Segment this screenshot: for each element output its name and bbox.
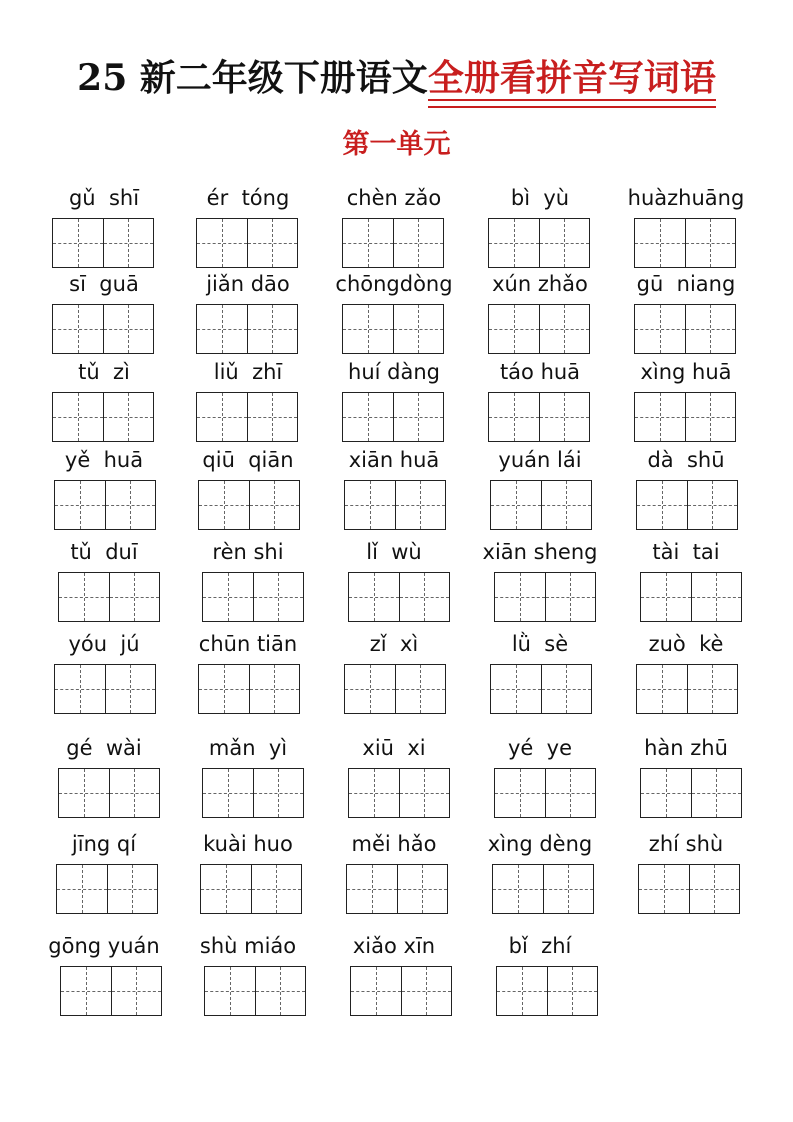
tianzige-cell[interactable] xyxy=(395,481,446,529)
word-item xyxy=(626,630,746,658)
pinyin-label: zhí shù xyxy=(648,832,724,856)
word-item xyxy=(188,538,308,566)
pinyin-label: gōng yuán xyxy=(48,934,160,958)
word-item xyxy=(480,184,600,212)
tianzige-cell[interactable] xyxy=(199,481,249,529)
pinyin-label: xiān sheng xyxy=(482,540,598,564)
tianzige-cell[interactable] xyxy=(53,305,103,353)
writing-grid[interactable] xyxy=(348,768,450,818)
word-item xyxy=(334,184,454,212)
pinyin-label: yé ye xyxy=(507,736,573,760)
tianzige-cell[interactable] xyxy=(351,967,401,1015)
tianzige-cell[interactable] xyxy=(635,305,685,353)
word-item xyxy=(188,358,308,386)
pinyin-label: lǐ wù xyxy=(366,540,422,564)
writing-grid[interactable] xyxy=(494,768,596,818)
page-title xyxy=(0,54,793,102)
word-item xyxy=(44,270,164,298)
tianzige-cell[interactable] xyxy=(399,573,450,621)
title-highlight: 全册看拼音写词语 xyxy=(428,54,716,102)
tianzige-cell[interactable] xyxy=(543,865,594,913)
word-item xyxy=(188,270,308,298)
word-item xyxy=(334,932,454,960)
word-item xyxy=(626,830,746,858)
writing-grid[interactable] xyxy=(342,304,444,354)
word-item xyxy=(626,538,746,566)
tianzige-cell[interactable] xyxy=(489,305,539,353)
tianzige-cell[interactable] xyxy=(639,865,689,913)
tianzige-cell[interactable] xyxy=(55,481,105,529)
writing-grid[interactable] xyxy=(640,572,742,622)
tianzige-cell[interactable] xyxy=(53,393,103,441)
word-item xyxy=(480,270,600,298)
writing-grid[interactable] xyxy=(56,864,158,914)
tianzige-cell[interactable] xyxy=(401,967,452,1015)
writing-grid[interactable] xyxy=(54,664,156,714)
writing-grid[interactable] xyxy=(52,218,154,268)
tianzige-cell[interactable] xyxy=(247,393,298,441)
tianzige-cell[interactable] xyxy=(541,481,592,529)
tianzige-cell[interactable] xyxy=(343,219,393,267)
pinyin-label: kuài huo xyxy=(203,832,293,856)
tianzige-cell[interactable] xyxy=(249,481,300,529)
tianzige-cell[interactable] xyxy=(689,865,740,913)
word-item xyxy=(480,538,600,566)
writing-grid[interactable] xyxy=(634,392,736,442)
tianzige-cell[interactable] xyxy=(103,305,154,353)
word-item xyxy=(626,358,746,386)
pinyin-label: liǔ zhī xyxy=(213,360,283,384)
tianzige-cell[interactable] xyxy=(393,393,444,441)
pinyin-label: zuò kè xyxy=(648,632,724,656)
tianzige-cell[interactable] xyxy=(349,573,399,621)
writing-grid[interactable] xyxy=(202,768,304,818)
word-item xyxy=(334,830,454,858)
word-item xyxy=(44,358,164,386)
pinyin-label: chōngdòng xyxy=(335,272,453,296)
writing-grid[interactable] xyxy=(634,218,736,268)
writing-grid[interactable] xyxy=(342,392,444,442)
tianzige-cell[interactable] xyxy=(109,573,160,621)
pinyin-label: chūn tiān xyxy=(198,632,298,656)
word-item xyxy=(44,446,164,474)
tianzige-cell[interactable] xyxy=(637,481,687,529)
pinyin-label: tǔ duī xyxy=(70,540,138,564)
word-item xyxy=(334,538,454,566)
tianzige-cell[interactable] xyxy=(253,573,304,621)
writing-grid[interactable] xyxy=(58,572,160,622)
tianzige-cell[interactable] xyxy=(247,305,298,353)
pinyin-label: yuán lái xyxy=(498,448,582,472)
word-item xyxy=(44,734,164,762)
tianzige-cell[interactable] xyxy=(203,573,253,621)
tianzige-cell[interactable] xyxy=(399,769,450,817)
pinyin-label: yě huā xyxy=(64,448,144,472)
writing-grid[interactable] xyxy=(488,392,590,442)
writing-grid[interactable] xyxy=(496,966,598,1016)
pinyin-label: xún zhǎo xyxy=(492,272,588,296)
tianzige-cell[interactable] xyxy=(641,573,691,621)
tianzige-cell[interactable] xyxy=(197,393,247,441)
word-item xyxy=(480,630,600,658)
word-item xyxy=(44,630,164,658)
writing-grid[interactable] xyxy=(342,218,444,268)
word-item xyxy=(480,932,600,960)
word-item xyxy=(626,446,746,474)
tianzige-cell[interactable] xyxy=(687,481,738,529)
tianzige-cell[interactable] xyxy=(55,665,105,713)
tianzige-cell[interactable] xyxy=(249,665,300,713)
tianzige-cell[interactable] xyxy=(103,393,154,441)
pinyin-label: xiān huā xyxy=(348,448,440,472)
word-item xyxy=(188,184,308,212)
word-item xyxy=(334,358,454,386)
tianzige-cell[interactable] xyxy=(203,769,253,817)
pinyin-label: rèn shi xyxy=(212,540,284,564)
word-item xyxy=(188,830,308,858)
tianzige-cell[interactable] xyxy=(105,481,156,529)
pinyin-label: tài tai xyxy=(652,540,720,564)
writing-grid[interactable] xyxy=(198,664,300,714)
pinyin-label: gū niang xyxy=(636,272,736,296)
tianzige-cell[interactable] xyxy=(111,967,162,1015)
pinyin-label: shù miáo xyxy=(199,934,297,958)
tianzige-cell[interactable] xyxy=(491,481,541,529)
tianzige-cell[interactable] xyxy=(547,967,598,1015)
writing-grid[interactable] xyxy=(636,480,738,530)
word-item xyxy=(480,734,600,762)
pinyin-label: xìng huā xyxy=(640,360,732,384)
writing-grid[interactable] xyxy=(634,304,736,354)
tianzige-cell[interactable] xyxy=(495,769,545,817)
tianzige-cell[interactable] xyxy=(201,865,251,913)
pinyin-label: xìng dèng xyxy=(487,832,593,856)
pinyin-label: dà shū xyxy=(647,448,725,472)
pinyin-label: mǎn yì xyxy=(208,736,288,760)
tianzige-cell[interactable] xyxy=(253,769,304,817)
tianzige-cell[interactable] xyxy=(59,573,109,621)
tianzige-cell[interactable] xyxy=(491,665,541,713)
tianzige-cell[interactable] xyxy=(545,573,596,621)
word-item xyxy=(44,538,164,566)
tianzige-cell[interactable] xyxy=(539,305,590,353)
writing-grid[interactable] xyxy=(52,392,154,442)
writing-grid[interactable] xyxy=(494,572,596,622)
tianzige-cell[interactable] xyxy=(247,219,298,267)
title-main: 25 新二年级下册语文 xyxy=(77,57,428,99)
tianzige-cell[interactable] xyxy=(199,665,249,713)
tianzige-cell[interactable] xyxy=(493,865,543,913)
writing-grid[interactable] xyxy=(492,864,594,914)
word-item xyxy=(44,184,164,212)
tianzige-cell[interactable] xyxy=(637,665,687,713)
pinyin-label: táo huā xyxy=(499,360,581,384)
writing-grid[interactable] xyxy=(490,664,592,714)
word-item xyxy=(334,630,454,658)
tianzige-cell[interactable] xyxy=(109,769,160,817)
tianzige-cell[interactable] xyxy=(343,393,393,441)
pinyin-label: ér tóng xyxy=(206,186,290,210)
pinyin-label: bì yù xyxy=(510,186,570,210)
writing-grid[interactable] xyxy=(52,304,154,354)
pinyin-label: měi hǎo xyxy=(351,832,437,856)
word-item xyxy=(480,358,600,386)
writing-grid[interactable] xyxy=(196,304,298,354)
tianzige-cell[interactable] xyxy=(59,769,109,817)
tianzige-cell[interactable] xyxy=(685,219,736,267)
word-item xyxy=(626,270,746,298)
pinyin-label: bǐ zhí xyxy=(508,934,572,958)
writing-grid[interactable] xyxy=(344,664,446,714)
writing-grid[interactable] xyxy=(202,572,304,622)
pinyin-label: hàn zhū xyxy=(644,736,728,760)
pinyin-label: gǔ shī xyxy=(68,186,140,210)
word-item xyxy=(188,932,308,960)
writing-grid[interactable] xyxy=(54,480,156,530)
writing-grid[interactable] xyxy=(58,768,160,818)
tianzige-cell[interactable] xyxy=(641,769,691,817)
word-item xyxy=(334,270,454,298)
tianzige-cell[interactable] xyxy=(691,769,742,817)
word-item xyxy=(334,734,454,762)
word-item xyxy=(480,830,600,858)
pinyin-label: xiǎo xīn xyxy=(352,934,436,958)
writing-grid[interactable] xyxy=(640,768,742,818)
tianzige-cell[interactable] xyxy=(345,481,395,529)
tianzige-cell[interactable] xyxy=(197,305,247,353)
writing-grid[interactable] xyxy=(204,966,306,1016)
writing-grid[interactable] xyxy=(60,966,162,1016)
tianzige-cell[interactable] xyxy=(685,393,736,441)
word-item xyxy=(626,184,746,212)
pinyin-label: huàzhuāng xyxy=(627,186,745,210)
tianzige-cell[interactable] xyxy=(105,665,156,713)
word-item xyxy=(188,734,308,762)
tianzige-cell[interactable] xyxy=(685,305,736,353)
tianzige-cell[interactable] xyxy=(539,393,590,441)
unit-heading: 第一单元 xyxy=(342,129,451,160)
word-item xyxy=(44,932,164,960)
pinyin-label: lǜ sè xyxy=(511,632,569,656)
tianzige-cell[interactable] xyxy=(489,219,539,267)
tianzige-cell[interactable] xyxy=(343,305,393,353)
pinyin-label: tǔ zì xyxy=(78,360,130,384)
writing-grid[interactable] xyxy=(490,480,592,530)
writing-grid[interactable] xyxy=(346,864,448,914)
writing-grid[interactable] xyxy=(488,304,590,354)
word-item xyxy=(188,446,308,474)
pinyin-label: xiū xi xyxy=(362,736,426,760)
pinyin-label: qiū qiān xyxy=(202,448,294,472)
tianzige-cell[interactable] xyxy=(345,665,395,713)
tianzige-cell[interactable] xyxy=(495,573,545,621)
word-item xyxy=(626,734,746,762)
writing-grid[interactable] xyxy=(350,966,452,1016)
tianzige-cell[interactable] xyxy=(489,393,539,441)
pinyin-label: huí dàng xyxy=(348,360,440,384)
tianzige-cell[interactable] xyxy=(251,865,302,913)
tianzige-cell[interactable] xyxy=(103,219,154,267)
tianzige-cell[interactable] xyxy=(393,305,444,353)
tianzige-cell[interactable] xyxy=(347,865,397,913)
tianzige-cell[interactable] xyxy=(541,665,592,713)
writing-grid[interactable] xyxy=(488,218,590,268)
tianzige-cell[interactable] xyxy=(393,219,444,267)
tianzige-cell[interactable] xyxy=(545,769,596,817)
writing-grid[interactable] xyxy=(196,392,298,442)
writing-grid[interactable] xyxy=(344,480,446,530)
pinyin-label: zǐ xì xyxy=(369,632,419,656)
tianzige-cell[interactable] xyxy=(395,665,446,713)
writing-grid[interactable] xyxy=(348,572,450,622)
tianzige-cell[interactable] xyxy=(61,967,111,1015)
writing-grid[interactable] xyxy=(638,864,740,914)
pinyin-label: jīng qí xyxy=(71,832,137,856)
tianzige-cell[interactable] xyxy=(397,865,448,913)
tianzige-cell[interactable] xyxy=(53,219,103,267)
tianzige-cell[interactable] xyxy=(687,665,738,713)
pinyin-label: yóu jú xyxy=(68,632,140,656)
tianzige-cell[interactable] xyxy=(349,769,399,817)
pinyin-label: sī guā xyxy=(69,272,139,296)
word-item xyxy=(480,446,600,474)
tianzige-cell[interactable] xyxy=(107,865,158,913)
writing-grid[interactable] xyxy=(636,664,738,714)
tianzige-cell[interactable] xyxy=(57,865,107,913)
writing-grid[interactable] xyxy=(196,218,298,268)
word-item xyxy=(334,446,454,474)
tianzige-cell[interactable] xyxy=(635,393,685,441)
writing-grid[interactable] xyxy=(198,480,300,530)
word-item xyxy=(44,830,164,858)
tianzige-cell[interactable] xyxy=(539,219,590,267)
pinyin-label: chèn zǎo xyxy=(346,186,442,210)
tianzige-cell[interactable] xyxy=(497,967,547,1015)
pinyin-label: jiǎn dāo xyxy=(206,272,290,296)
pinyin-label: gé wài xyxy=(66,736,142,760)
writing-grid[interactable] xyxy=(200,864,302,914)
tianzige-cell[interactable] xyxy=(197,219,247,267)
tianzige-cell[interactable] xyxy=(635,219,685,267)
tianzige-cell[interactable] xyxy=(691,573,742,621)
word-item xyxy=(188,630,308,658)
tianzige-cell[interactable] xyxy=(205,967,255,1015)
tianzige-cell[interactable] xyxy=(255,967,306,1015)
